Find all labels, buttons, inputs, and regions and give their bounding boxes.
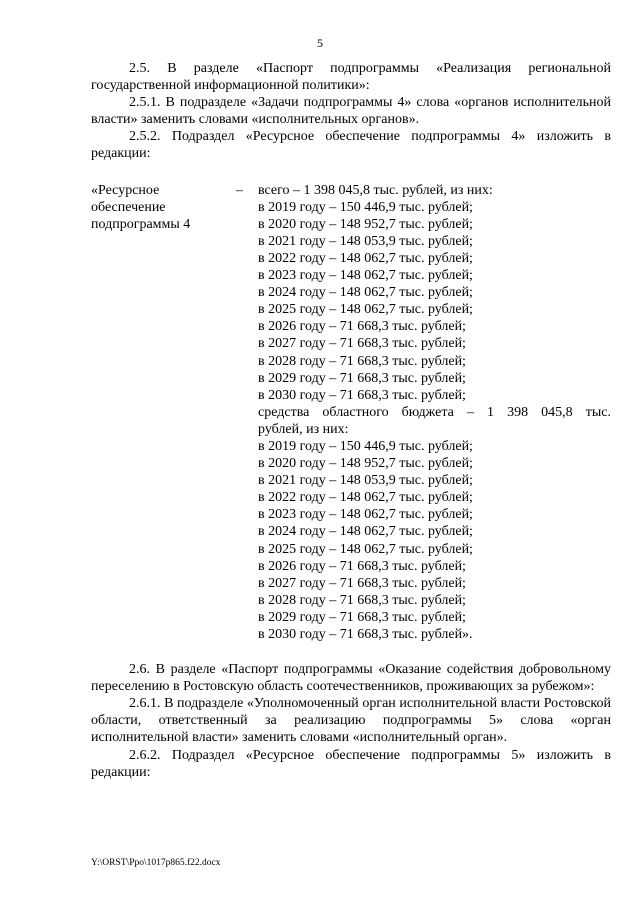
year-row: в 2030 году – 71 668,3 тыс. рублей». <box>258 627 473 642</box>
year-row: в 2020 году – 148 952,7 тыс. рублей; <box>258 456 473 472</box>
year-row: в 2024 году – 148 062,7 тыс. рублей; <box>258 285 473 301</box>
passport-dash: – <box>236 182 243 198</box>
year-row: в 2025 году – 148 062,7 тыс. рублей; <box>258 541 473 557</box>
year-list-total <box>258 199 611 404</box>
year-row: в 2024 году – 148 062,7 тыс. рублей; <box>258 524 473 540</box>
year-row: в 2028 году – 71 668,3 тыс. рублей; <box>258 353 466 369</box>
paragraph-2-6-1: 2.6.1. В подразделе «Уполномоченный орган исполнительной власти Ростовской области, ответственный за реализацию подпрограммы 5» слова «орган исполнительной власти» заменить словами «исполнительный орган». <box>91 696 611 746</box>
year-row: в 2029 году – 71 668,3 тыс. рублей; <box>258 370 466 386</box>
paragraph-2-5-1: 2.5.1. В подразделе «Задачи подпрограммы 4» слова «органов исполнительной власти» заменить словами «исполнительных органов». <box>91 95 611 128</box>
year-row: в 2025 году – 148 062,7 тыс. рублей; <box>258 302 473 318</box>
year-row: в 2023 году – 148 062,7 тыс. рублей; <box>258 268 473 284</box>
year-row: в 2021 году – 148 053,9 тыс. рублей; <box>258 233 473 249</box>
year-row: в 2026 году – 71 668,3 тыс. рублей; <box>258 319 466 335</box>
page-number: 5 <box>317 36 323 50</box>
year-row: в 2023 году – 148 062,7 тыс. рублей; <box>258 507 473 523</box>
year-row: в 2027 году – 71 668,3 тыс. рублей; <box>258 575 466 591</box>
year-row: в 2019 году – 150 446,9 тыс. рублей; <box>258 199 473 215</box>
regional-budget-line-cont: рублей, из них: <box>258 421 349 437</box>
paragraph-2-6: 2.6. В разделе «Паспорт подпрограммы «Оказание содействия добровольному переселению в Ростовскую область соотечественников, проживающих за рубежом»: <box>91 662 611 695</box>
year-row: в 2028 году – 71 668,3 тыс. рублей; <box>258 592 466 608</box>
paragraph-2-5-2: 2.5.2. Подраздел «Ресурсное обеспечение подпрограммы 4» изложить в редакции: <box>91 129 611 162</box>
year-row: в 2022 году – 148 062,7 тыс. рублей; <box>258 250 473 266</box>
year-row: в 2030 году – 71 668,3 тыс. рублей; <box>258 387 466 403</box>
year-row: в 2027 году – 71 668,3 тыс. рублей; <box>258 336 466 352</box>
paragraph-2-6-2: 2.6.2. Подраздел «Ресурсное обеспечение подпрограммы 5» изложить в редакции: <box>91 747 611 780</box>
passport-values <box>258 182 611 644</box>
document-body <box>91 60 611 781</box>
year-row: в 2029 году – 71 668,3 тыс. рублей; <box>258 609 466 625</box>
paragraph-2-5: 2.5. В разделе «Паспорт подпрограммы «Реализация региональной государственной информационной политики»: <box>91 61 611 94</box>
year-row: в 2022 году – 148 062,7 тыс. рублей; <box>258 490 473 506</box>
year-row: в 2019 году – 150 446,9 тыс. рублей; <box>258 438 473 454</box>
year-list-regional <box>258 438 611 643</box>
year-row: в 2026 году – 71 668,3 тыс. рублей; <box>258 558 466 574</box>
year-row: в 2021 году – 148 053,9 тыс. рублей; <box>258 473 473 489</box>
year-row: в 2020 году – 148 952,7 тыс. рублей; <box>258 216 473 232</box>
file-path-footer: Y:\ORST\Ppo\1017p865.f22.docx <box>91 858 221 868</box>
passport-label: «Ресурсное обеспечение подпрограммы 4 <box>91 182 191 232</box>
total-line: всего – 1 398 045,8 тыс. рублей, из них: <box>258 182 493 198</box>
resource-passport-table <box>91 182 611 644</box>
regional-budget-line: средства областного бюджета – 1 398 045,8 тыс. <box>258 404 611 420</box>
